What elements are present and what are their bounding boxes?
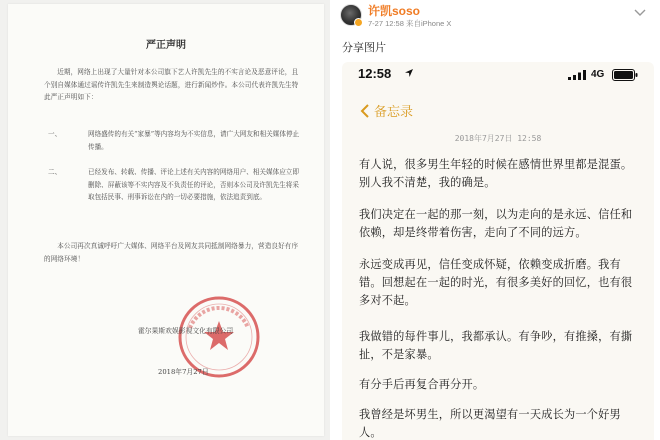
notes-navbar: [342, 100, 654, 122]
verified-badge-icon: [354, 18, 363, 27]
note-paragraph: 永远变成再见，信任变成怀疑，依赖变成折磨。我有错。回想起在一起的时光，有很多美好的回忆，也有很多对不起。: [359, 258, 633, 307]
statement-intro: 近期，网络上出现了大量针对本公司旗下艺人许凯先生的不实言论及恶意评论，且个别自媒体通过谣传许凯先生来制造舆论话题，进行新闻炒作。本公司代表许凯先生特此严正声明如下：: [44, 68, 299, 102]
note-paragraph: 我做错的每件事儿，我都承认。有争吵，有推搡，有撕扯，不是家暴。: [359, 330, 633, 361]
statement-company: 霍尔果斯欢娱影视文化有限公司: [138, 327, 234, 335]
post-text: 分享图片: [342, 41, 386, 54]
statement-title: 严正声明: [146, 40, 186, 51]
avatar[interactable]: [340, 4, 362, 26]
weibo-post: [330, 0, 660, 440]
statement-item-text: 网络盛传的有关“家暴”等内容均为不实信息，请广大网友和相关媒体停止传播。: [88, 130, 300, 151]
battery-icon: [612, 69, 638, 81]
status-time: 12:58: [358, 66, 392, 81]
statement-item-number: 二、: [48, 168, 62, 176]
post-username[interactable]: 许凯soso: [368, 4, 421, 18]
statement-item-text: 已经发布、转载、传播、评论上述有关内容的网络用户、相关媒体应立即删除、屏蔽该等不实内容及不负责任的评论，否则本公司及许凯先生将采取包括民事、刑事诉讼在内的一切必要措施，依法追责到底。: [88, 168, 299, 202]
post-meta: 7-27 12:58 来自iPhone X: [368, 19, 452, 28]
network-type: 4G: [591, 69, 605, 80]
statement-item-2: [44, 166, 304, 204]
back-chevron-icon[interactable]: [360, 104, 370, 118]
statement-paper: [8, 4, 324, 436]
note-paragraph: 我曾经是坏男生，所以更渴望有一天成长为一个好男人。: [359, 408, 621, 439]
notes-back-button[interactable]: 备忘录: [374, 105, 414, 120]
chevron-down-icon[interactable]: [634, 8, 646, 18]
note-date: 2018年7月27日 12:58: [454, 134, 542, 143]
statement-closing: 本公司再次真诚呼吁广大媒体、网络平台及网友共同抵制网络暴力，营造良好有序的网络环境！: [44, 242, 299, 263]
statement-date: 2018年7月27日: [158, 368, 209, 376]
statement-item-1: [44, 128, 304, 153]
statement-item-number: 一、: [48, 130, 62, 138]
note-paragraph: 有分手后再复合再分开。: [359, 378, 485, 391]
signal-icon: [568, 70, 586, 80]
location-arrow-icon: [404, 68, 414, 78]
note-paragraph: 有人说，很多男生年轻的时候在感情世界里都是混蛋。别人我不清楚，我的确是。: [359, 158, 633, 189]
phone-screenshot[interactable]: [342, 62, 654, 440]
status-bar: [342, 62, 654, 86]
note-paragraph: 我们决定在一起的那一刻，以为走向的是永远、信任和依赖，却是终带着伤害，走向了不同的远方。: [359, 208, 633, 239]
